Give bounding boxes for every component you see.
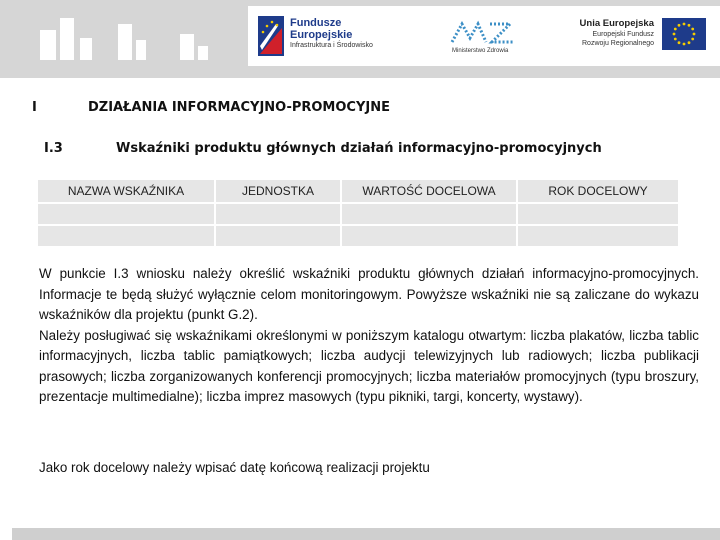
ue-logo-line2: Europejski Fundusz: [592, 31, 654, 38]
fundusze-europejskie-flag-icon: [258, 16, 284, 56]
decorative-block: [198, 46, 208, 60]
decorative-block: [180, 34, 194, 60]
table-cell[interactable]: [342, 226, 516, 246]
decorative-block: [40, 30, 56, 60]
indicators-table: [36, 178, 680, 248]
instructions-paragraph-1: W punkcie I.3 wniosku należy określić wskaźniki produktu głównych działań informacyjno-promocyjnych. Informacje te będą służyć wyłącznie celom monitoringowym. Powyższe wskaźniki nie są zaliczane do wykazu wskaźników dla projektu (punkt G.2).: [39, 266, 699, 322]
column-header-target-year: ROK DOCELOWY: [518, 180, 678, 202]
instructions-text: [39, 264, 699, 408]
table-cell[interactable]: [38, 204, 214, 224]
table-cell[interactable]: [518, 226, 678, 246]
unia-europejska-logo: [556, 18, 654, 48]
ministerstwo-zdrowia-logo-icon: [448, 18, 518, 46]
instructions-paragraph-2: Należy posługiwać się wskaźnikami określonymi w poniższym katalogu otwartym: liczba plakatów, liczba tablic informacyjnych, liczba tablic pamiątkowych; liczba audycji telewizyjnych lub radiowych; liczba publikacji prasowych; liczba zorganizowanych konferencji promocyjnych; liczba materiałów promocyjnych (typu broszury, prezentacje multimedialne); liczba imprez masowych (typu pikniki, targi, koncerty, wystawy).: [39, 327, 699, 404]
decorative-block: [136, 40, 146, 60]
table-cell[interactable]: [38, 226, 214, 246]
fe-logo-line3: Infrastruktura i Środowisko: [290, 42, 373, 49]
eu-flag-icon: [662, 18, 706, 50]
decorative-block: [80, 38, 92, 60]
header-band: [0, 0, 720, 78]
section-number: I: [32, 100, 37, 115]
subsection-number: I.3: [44, 141, 63, 156]
table-header-row: [38, 180, 678, 202]
note-emphasis: rok docelowy: [71, 460, 150, 475]
ue-logo-line1: Unia Europejska: [579, 18, 654, 29]
table-cell[interactable]: [342, 204, 516, 224]
subsection-title: Wskaźniki produktu głównych działań informacyjno-promocyjnych: [116, 141, 602, 156]
table-cell[interactable]: [518, 204, 678, 224]
note-prefix: Jako: [39, 460, 72, 475]
section-title: DZIAŁANIA INFORMACYJNO-PROMOCYJNE: [88, 100, 390, 115]
note-suffix: należy wpisać datę końcową realizacji projektu: [149, 460, 430, 475]
decorative-block: [60, 18, 74, 60]
column-header-target-value: WARTOŚĆ DOCELOWA: [342, 180, 516, 202]
decorative-block: [118, 24, 132, 60]
footer-bar: [12, 528, 720, 540]
table-row: [38, 204, 678, 224]
fe-logo-line1: Fundusze: [290, 17, 342, 29]
column-header-unit: JEDNOSTKA: [216, 180, 340, 202]
fe-logo-line2: Europejskie: [290, 29, 353, 41]
mz-logo-caption: Ministerstwo Zdrowia: [452, 48, 509, 54]
fundusze-europejskie-logo: [290, 17, 373, 51]
ue-logo-line3: Rozwoju Regionalnego: [582, 40, 654, 47]
target-year-note: [39, 458, 699, 478]
table-cell[interactable]: [216, 226, 340, 246]
table-cell[interactable]: [216, 204, 340, 224]
table-row: [38, 226, 678, 246]
column-header-indicator-name: NAZWA WSKAŹNIKA: [38, 180, 214, 202]
